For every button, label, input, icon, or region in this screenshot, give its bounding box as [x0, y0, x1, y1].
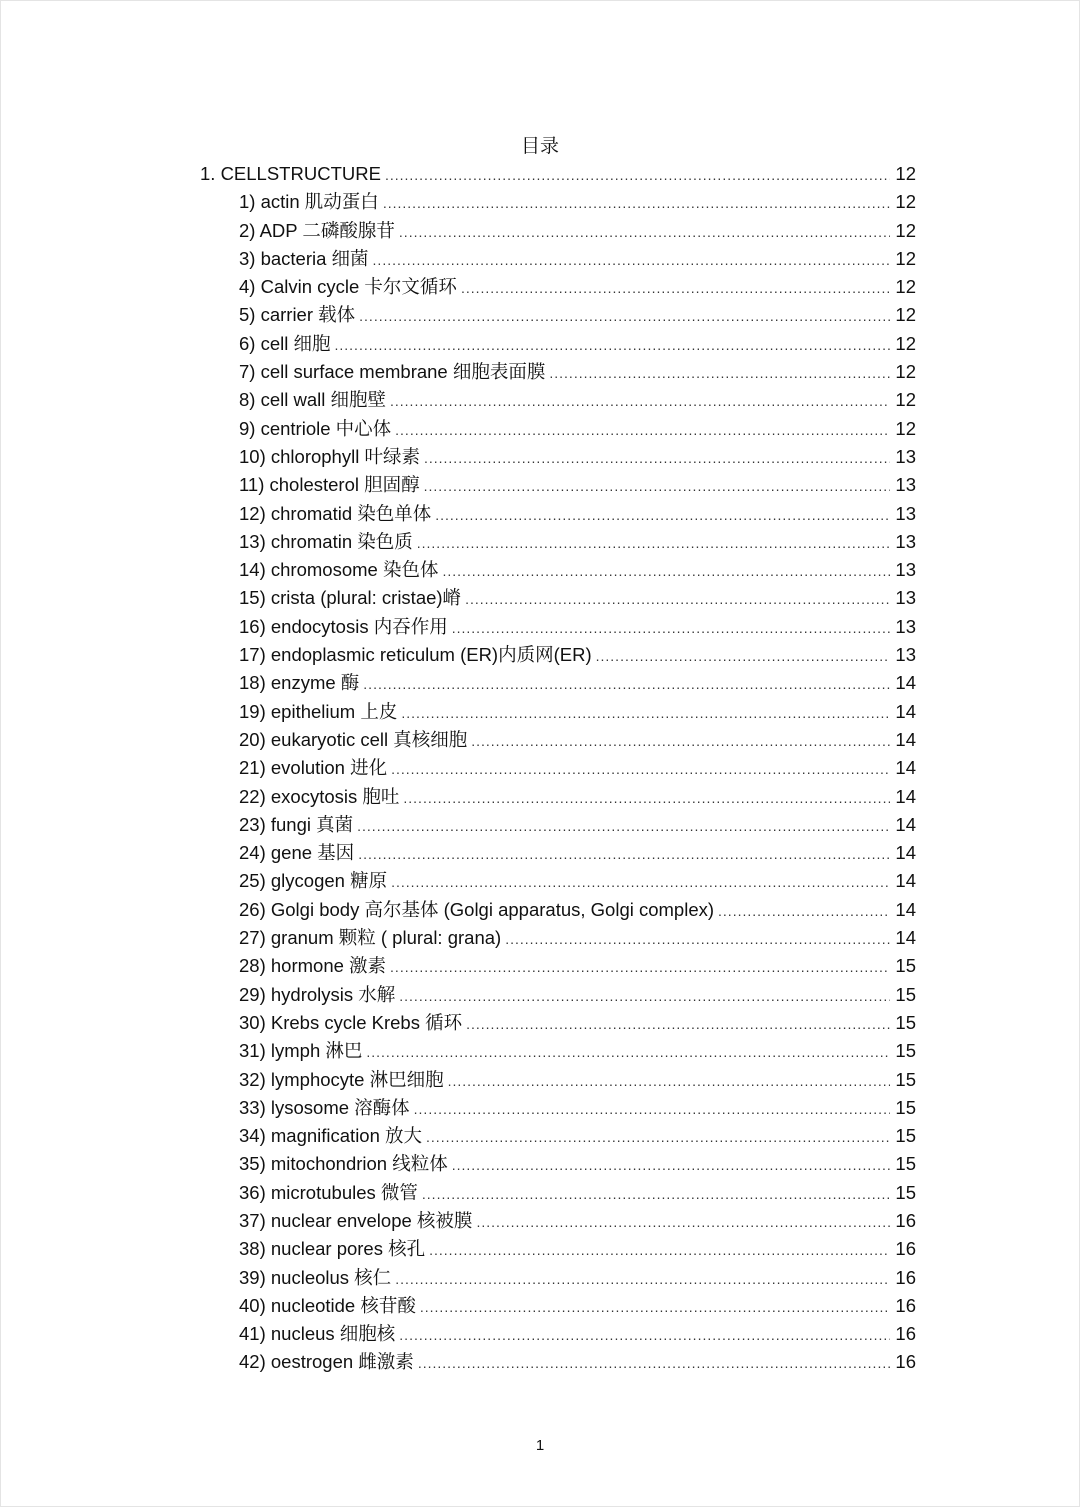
toc-entry[interactable]: [239, 1264, 916, 1292]
dot-leader: [414, 1095, 890, 1123]
toc-entry[interactable]: [239, 1207, 916, 1235]
dot-leader: [424, 444, 890, 472]
toc-entry-label: 40) nucleotide 核苷酸: [239, 1294, 416, 1316]
dot-leader: [390, 953, 890, 981]
toc-entry[interactable]: [239, 1320, 916, 1348]
toc-entry[interactable]: [239, 1179, 916, 1207]
toc-entry-label: 16) endocytosis 内吞作用: [239, 615, 448, 637]
dot-leader: [403, 784, 890, 812]
toc-entry-page: 13: [895, 502, 916, 524]
toc-entry-page: 13: [895, 587, 916, 609]
toc-entry-label: 21) evolution 进化: [239, 757, 388, 779]
dot-leader: [448, 1067, 890, 1095]
toc-entry-page: 16: [895, 1209, 916, 1231]
toc-entry-label: 8) cell wall 细胞壁: [239, 389, 386, 411]
dot-leader: [395, 1265, 890, 1293]
toc-entry-page: 14: [895, 898, 916, 920]
toc-entry-page: 14: [895, 757, 916, 779]
toc-entry[interactable]: [239, 330, 916, 358]
dot-leader: [461, 274, 890, 302]
toc-entry-page: 15: [895, 1068, 916, 1090]
toc-entry[interactable]: [239, 613, 916, 641]
toc-entry[interactable]: [239, 952, 916, 980]
toc-entry-label: 32) lymphocyte 淋巴细胞: [239, 1068, 444, 1090]
toc-entry-label: 31) lymph 淋巴: [239, 1040, 363, 1062]
toc-entry[interactable]: [239, 1235, 916, 1263]
toc-entry-label: 2) ADP 二磷酸腺苷: [239, 219, 395, 241]
toc-entry-page: 13: [895, 530, 916, 552]
toc-entry[interactable]: [239, 528, 916, 556]
dot-leader: [417, 529, 890, 557]
toc-entry[interactable]: [239, 386, 916, 414]
dot-leader: [505, 925, 890, 953]
toc-entry-page: 14: [895, 813, 916, 835]
toc-entry-label: 27) granum 颗粒 ( plural: grana): [239, 927, 502, 949]
dot-leader: [596, 642, 890, 670]
toc-entry-page: 12: [895, 191, 916, 213]
dot-leader: [391, 868, 890, 896]
toc-entry-page: 14: [895, 870, 916, 892]
toc-entry-page: 14: [895, 842, 916, 864]
dot-leader: [358, 840, 890, 868]
toc-entry-page: 12: [895, 163, 916, 184]
toc-entry-label: 19) epithelium 上皮: [239, 700, 398, 722]
dot-leader: [418, 1349, 890, 1377]
toc-entry-page: 16: [895, 1323, 916, 1345]
toc-entry-page: 15: [895, 983, 916, 1005]
toc-entry-label: 34) magnification 放大: [239, 1125, 423, 1147]
toc-entry-label: 17) endoplasmic reticulum (ER)内质网(ER): [239, 644, 592, 666]
toc-entry[interactable]: [239, 556, 916, 584]
toc-entry-label: 30) Krebs cycle Krebs 循环: [239, 1011, 463, 1033]
toc-entry[interactable]: [239, 811, 916, 839]
toc-entry[interactable]: [239, 584, 916, 612]
toc-entry-label: 3) bacteria 细菌: [239, 247, 369, 269]
toc-entry-label: 4) Calvin cycle 卡尔文循环: [239, 276, 457, 298]
dot-leader: [399, 982, 890, 1010]
dot-leader: [366, 1038, 890, 1066]
dot-leader: [363, 670, 890, 698]
toc-entry-page: 12: [895, 247, 916, 269]
toc-entry-label: 35) mitochondrion 线粒体: [239, 1153, 448, 1175]
toc-entry-page: 12: [895, 389, 916, 411]
toc-entry-label: 25) glycogen 糖原: [239, 870, 388, 892]
toc-entry[interactable]: [239, 924, 916, 952]
toc-entry-label: 39) nucleolus 核仁: [239, 1266, 392, 1288]
toc-entry-label: 37) nuclear envelope 核被膜: [239, 1209, 473, 1231]
toc-entry-label: 7) cell surface membrane 细胞表面膜: [239, 361, 546, 383]
dot-leader: [471, 727, 890, 755]
toc-entry[interactable]: [239, 1122, 916, 1150]
dot-leader: [435, 501, 890, 529]
toc-entry[interactable]: [239, 301, 916, 329]
toc-entry[interactable]: [239, 217, 916, 245]
dot-leader: [426, 1123, 890, 1151]
toc-entry[interactable]: [239, 415, 916, 443]
toc-entry-page: 14: [895, 728, 916, 750]
toc-entry-label: 18) enzyme 酶: [239, 672, 360, 694]
toc-entry-page: 15: [895, 1125, 916, 1147]
toc-entry[interactable]: [239, 1009, 916, 1037]
toc-entry-page: 14: [895, 672, 916, 694]
dot-leader: [429, 1236, 890, 1264]
toc-entry-label: 13) chromatin 染色质: [239, 530, 413, 552]
toc-entry[interactable]: [239, 245, 916, 273]
toc-entry-page: 14: [895, 700, 916, 722]
toc-entry[interactable]: [239, 754, 916, 782]
toc-entry[interactable]: [239, 981, 916, 1009]
toc-entry[interactable]: [239, 698, 916, 726]
toc-entry[interactable]: [239, 500, 916, 528]
toc-entry[interactable]: [239, 867, 916, 895]
toc-entry[interactable]: [239, 1150, 916, 1178]
dot-leader: [399, 218, 890, 246]
toc-entry-page: 12: [895, 361, 916, 383]
toc-entry-page: 16: [895, 1238, 916, 1260]
dot-leader: [549, 359, 890, 387]
toc-entry-label: 1) actin 肌动蛋白: [239, 191, 379, 213]
toc-entry-label: 41) nucleus 细胞核: [239, 1323, 396, 1345]
toc-entry-page: 12: [895, 304, 916, 326]
dot-leader: [424, 472, 890, 500]
toc-entry-label: 28) hormone 激素: [239, 955, 387, 977]
toc-entry-page: 12: [895, 276, 916, 298]
dot-leader: [452, 614, 890, 642]
toc-entry-label: 42) oestrogen 雌激素: [239, 1351, 414, 1373]
dot-leader: [373, 246, 890, 274]
toc-entry-label: 10) chlorophyll 叶绿素: [239, 445, 420, 467]
toc-entry-label: 9) centriole 中心体: [239, 417, 392, 439]
toc-entry[interactable]: [239, 1292, 916, 1320]
toc-entry[interactable]: [239, 1037, 916, 1065]
toc-entry-label: 5) carrier 载体: [239, 304, 356, 326]
toc-title: 目录: [520, 135, 559, 157]
toc-entry-page: 15: [895, 955, 916, 977]
toc-entry-page: 14: [895, 927, 916, 949]
dot-leader: [422, 1180, 890, 1208]
toc-entry-label: 22) exocytosis 胞吐: [239, 785, 400, 807]
toc-entry-page: 13: [895, 644, 916, 666]
toc-entry-label: 26) Golgi body 高尔基体 (Golgi apparatus, Golgi complex): [239, 898, 715, 920]
dot-leader: [399, 1321, 890, 1349]
toc-entry-page: 12: [895, 417, 916, 439]
toc-entry-label: 36) microtubules 微管: [239, 1181, 418, 1203]
toc-entry[interactable]: [239, 1348, 916, 1376]
dot-leader: [359, 302, 890, 330]
toc-entry-label: 1. CELLSTRUCTURE: [200, 163, 381, 184]
toc-entry[interactable]: [239, 896, 916, 924]
toc-entry-label: 33) lysosome 溶酶体: [239, 1096, 410, 1118]
toc-section-entry[interactable]: [200, 160, 916, 188]
toc-entry-page: 15: [895, 1153, 916, 1175]
dot-leader: [391, 755, 890, 783]
toc-entry-label: 14) chromosome 染色体: [239, 559, 439, 581]
toc-entry[interactable]: [239, 273, 916, 301]
dot-leader: [452, 1151, 890, 1179]
toc-entry-page: 13: [895, 474, 916, 496]
dot-leader: [466, 1010, 890, 1038]
toc-entry-label: 38) nuclear pores 核孔: [239, 1238, 426, 1260]
toc-entry-page: 12: [895, 332, 916, 354]
toc-entry[interactable]: [239, 1066, 916, 1094]
page-number: 1: [535, 1437, 545, 1454]
toc-entry[interactable]: [239, 726, 916, 754]
toc-entry-label: 15) crista (plural: cristae)嵴: [239, 587, 462, 609]
toc-entry-page: 15: [895, 1096, 916, 1118]
dot-leader: [442, 557, 890, 585]
toc-entry-page: 13: [895, 559, 916, 581]
toc-entry-page: 16: [895, 1294, 916, 1316]
toc-entry-label: 6) cell 细胞: [239, 332, 331, 354]
dot-leader: [390, 387, 890, 415]
toc-entry-page: 13: [895, 615, 916, 637]
toc-entry-page: 14: [895, 785, 916, 807]
toc-entry[interactable]: [239, 783, 916, 811]
toc-entry[interactable]: [239, 471, 916, 499]
dot-leader: [465, 585, 890, 613]
table-of-contents: [0, 160, 1080, 1377]
toc-entry[interactable]: [239, 641, 916, 669]
dot-leader: [357, 812, 890, 840]
dot-leader: [476, 1208, 890, 1236]
toc-entry[interactable]: [239, 188, 916, 216]
dot-leader: [385, 161, 890, 189]
dot-leader: [718, 897, 890, 925]
toc-entry[interactable]: [239, 839, 916, 867]
dot-leader: [401, 699, 890, 727]
dot-leader: [335, 331, 891, 359]
toc-entry-page: 15: [895, 1011, 916, 1033]
toc-entry-page: 12: [895, 219, 916, 241]
toc-entry-label: 29) hydrolysis 水解: [239, 983, 396, 1005]
toc-entry[interactable]: [239, 358, 916, 386]
toc-entry-page: 16: [895, 1266, 916, 1288]
toc-entry[interactable]: [239, 669, 916, 697]
toc-entry-page: 15: [895, 1181, 916, 1203]
toc-entry-label: 12) chromatid 染色单体: [239, 502, 432, 524]
toc-entry[interactable]: [239, 1094, 916, 1122]
toc-entry-label: 11) cholesterol 胆固醇: [239, 474, 420, 496]
toc-entry-label: 20) eukaryotic cell 真核细胞: [239, 728, 468, 750]
dot-leader: [420, 1293, 890, 1321]
toc-entry-label: 24) gene 基因: [239, 842, 355, 864]
toc-entry[interactable]: [239, 443, 916, 471]
toc-entry-page: 15: [895, 1040, 916, 1062]
toc-entry-page: 13: [895, 445, 916, 467]
toc-entry-label: 23) fungi 真菌: [239, 813, 354, 835]
dot-leader: [395, 416, 890, 444]
toc-entry-page: 16: [895, 1351, 916, 1373]
dot-leader: [383, 189, 890, 217]
